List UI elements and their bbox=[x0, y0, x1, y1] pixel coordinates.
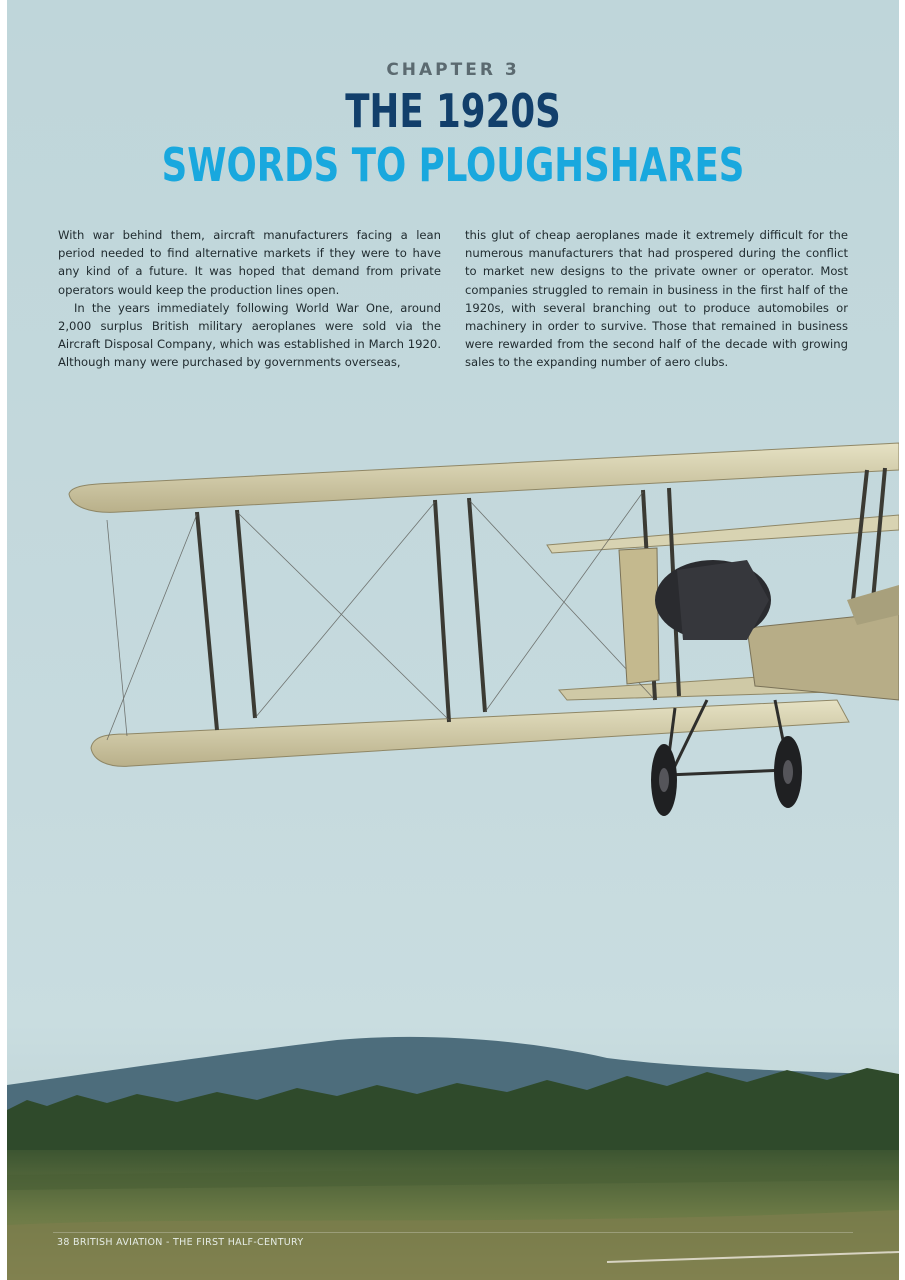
page-footer: 38 BRITISH AVIATION - THE FIRST HALF-CENTURY bbox=[57, 1237, 304, 1248]
biplane-photo bbox=[7, 0, 899, 1280]
paragraph: In the years immediately following World War One, around 2,000 surplus British military aeroplanes were sold via the Aircraft Disposal Company, which was established in March 1920. Although many were purchased by governments overseas, bbox=[58, 300, 441, 370]
lower-wing bbox=[91, 700, 849, 766]
chapter-title: THE 1920S bbox=[345, 84, 561, 138]
paragraph: this glut of cheap aeroplanes made it extremely difficult for the numerous manufacturers that had prospered during the conflict to market new designs to the private owner or operator. Most companies struggled to remain in business in the first half of the 1920s, with several branching out to produce automobiles or machinery in order to survive. Those that remained in business were rewarded from the second half of the decade with growing sales to the expanding number of aero clubs. bbox=[465, 228, 848, 370]
footer-rule bbox=[53, 1232, 853, 1233]
chapter-subtitle: SWORDS TO PLOUGHSHARES bbox=[161, 138, 745, 192]
text-column-right bbox=[465, 226, 848, 372]
magazine-page bbox=[7, 0, 899, 1280]
chapter-header bbox=[7, 60, 899, 192]
fuselage bbox=[747, 612, 899, 700]
text-column-left bbox=[58, 226, 441, 372]
upper-wing bbox=[69, 443, 899, 512]
body-text bbox=[58, 226, 848, 372]
chapter-label: CHAPTER 3 bbox=[386, 60, 520, 80]
paragraph: With war behind them, aircraft manufacturers facing a lean period needed to find alternative markets if they were to have any kind of a future. It was hoped that demand from private operators would keep the production lines open. bbox=[58, 228, 441, 297]
